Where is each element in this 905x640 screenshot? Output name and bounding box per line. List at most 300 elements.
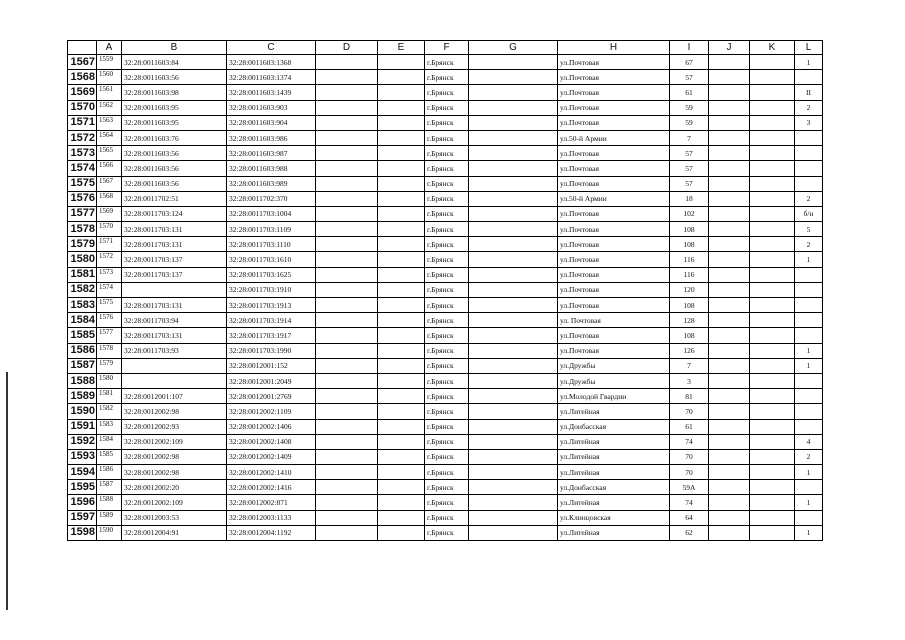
cell-g[interactable]	[469, 495, 558, 510]
cell-g[interactable]	[469, 389, 558, 404]
row-number[interactable]: 1576	[68, 191, 97, 206]
cell-j[interactable]	[709, 343, 750, 358]
cell-c[interactable]: 32:28:0011703:1109	[227, 222, 316, 237]
cell-b[interactable]: 32:28:0011703:94	[122, 313, 227, 328]
cell-i[interactable]: 59	[670, 100, 709, 115]
cell-i[interactable]: 59А	[670, 480, 709, 495]
cell-l[interactable]: 2	[795, 191, 823, 206]
row-number[interactable]: 1579	[68, 237, 97, 252]
row-number[interactable]: 1595	[68, 480, 97, 495]
cell-h[interactable]: ул.50-й Армии	[558, 191, 670, 206]
cell-k[interactable]	[750, 206, 795, 221]
cell-g[interactable]	[469, 252, 558, 267]
cell-f[interactable]: г.Брянск	[425, 480, 469, 495]
cell-g[interactable]	[469, 146, 558, 161]
corner-header[interactable]	[68, 41, 97, 55]
cell-h[interactable]: ул.Донбасская	[558, 480, 670, 495]
cell-f[interactable]: г.Брянск	[425, 267, 469, 282]
cell-g[interactable]	[469, 465, 558, 480]
cell-h[interactable]: ул.Почтовая	[558, 176, 670, 191]
cell-b[interactable]: 32:28:0012004:91	[122, 525, 227, 540]
cell-g[interactable]	[469, 480, 558, 495]
cell-f[interactable]: г.Брянск	[425, 282, 469, 297]
cell-i[interactable]: 126	[670, 343, 709, 358]
cell-d[interactable]	[316, 55, 378, 70]
cell-e[interactable]	[378, 100, 425, 115]
cell-f[interactable]: г.Брянск	[425, 373, 469, 388]
cell-j[interactable]	[709, 298, 750, 313]
cell-i[interactable]: 70	[670, 465, 709, 480]
cell-l[interactable]	[795, 70, 823, 85]
cell-c[interactable]: 32:28:0011603:987	[227, 146, 316, 161]
cell-c[interactable]: 32:28:0011603:904	[227, 115, 316, 130]
cell-i[interactable]: 108	[670, 237, 709, 252]
cell-l[interactable]: б/н	[795, 206, 823, 221]
cell-e[interactable]	[378, 313, 425, 328]
row-number[interactable]: 1581	[68, 267, 97, 282]
cell-j[interactable]	[709, 146, 750, 161]
cell-l[interactable]	[795, 480, 823, 495]
cell-k[interactable]	[750, 176, 795, 191]
cell-h[interactable]: ул.Почтовая	[558, 206, 670, 221]
cell-c[interactable]: 32:28:0012001:152	[227, 358, 316, 373]
cell-f[interactable]: г.Брянск	[425, 465, 469, 480]
cell-c[interactable]: 32:28:0012004:1192	[227, 525, 316, 540]
cell-e[interactable]	[378, 328, 425, 343]
cell-c[interactable]: 32:28:0011703:1917	[227, 328, 316, 343]
cell-l[interactable]	[795, 328, 823, 343]
cell-e[interactable]	[378, 206, 425, 221]
cell-c[interactable]: 32:28:0011703:1004	[227, 206, 316, 221]
cell-l[interactable]: II	[795, 85, 823, 100]
cell-e[interactable]	[378, 449, 425, 464]
cell-f[interactable]: г.Брянск	[425, 70, 469, 85]
cell-g[interactable]	[469, 85, 558, 100]
cell-j[interactable]	[709, 130, 750, 145]
cell-d[interactable]	[316, 252, 378, 267]
cell-j[interactable]	[709, 237, 750, 252]
cell-h[interactable]: ул.Почтовая	[558, 298, 670, 313]
row-number[interactable]: 1569	[68, 85, 97, 100]
cell-c[interactable]: 32:28:0011603:1439	[227, 85, 316, 100]
cell-c[interactable]: 32:28:0012002:1410	[227, 465, 316, 480]
cell-b[interactable]: 32:28:0011603:56	[122, 161, 227, 176]
cell-d[interactable]	[316, 282, 378, 297]
cell-j[interactable]	[709, 404, 750, 419]
cell-f[interactable]: г.Брянск	[425, 419, 469, 434]
cell-f[interactable]: г.Брянск	[425, 313, 469, 328]
cell-l[interactable]: 1	[795, 252, 823, 267]
cell-k[interactable]	[750, 252, 795, 267]
cell-l[interactable]	[795, 510, 823, 525]
cell-l[interactable]	[795, 313, 823, 328]
cell-a[interactable]: 1567	[97, 176, 122, 191]
cell-k[interactable]	[750, 222, 795, 237]
cell-l[interactable]: 1	[795, 495, 823, 510]
row-number[interactable]: 1598	[68, 525, 97, 540]
cell-g[interactable]	[469, 404, 558, 419]
row-number[interactable]: 1578	[68, 222, 97, 237]
cell-a[interactable]: 1568	[97, 191, 122, 206]
cell-g[interactable]	[469, 206, 558, 221]
cell-f[interactable]: г.Брянск	[425, 389, 469, 404]
cell-b[interactable]: 32:28:0011603:95	[122, 115, 227, 130]
cell-f[interactable]: г.Брянск	[425, 434, 469, 449]
cell-h[interactable]: ул.Дружбы	[558, 358, 670, 373]
cell-g[interactable]	[469, 328, 558, 343]
cell-h[interactable]: ул.Почтовая	[558, 282, 670, 297]
cell-l[interactable]: 4	[795, 434, 823, 449]
cell-b[interactable]: 32:28:0011703:124	[122, 206, 227, 221]
column-header-k[interactable]: K	[750, 41, 795, 55]
cell-h[interactable]: ул.Литейная	[558, 449, 670, 464]
cell-b[interactable]: 32:28:0012002:109	[122, 495, 227, 510]
row-number[interactable]: 1582	[68, 282, 97, 297]
cell-d[interactable]	[316, 298, 378, 313]
column-header-j[interactable]: J	[709, 41, 750, 55]
cell-i[interactable]: 120	[670, 282, 709, 297]
cell-g[interactable]	[469, 176, 558, 191]
row-number[interactable]: 1580	[68, 252, 97, 267]
cell-j[interactable]	[709, 328, 750, 343]
cell-k[interactable]	[750, 495, 795, 510]
cell-d[interactable]	[316, 449, 378, 464]
cell-c[interactable]: 32:28:0012002:1109	[227, 404, 316, 419]
column-header-g[interactable]: G	[469, 41, 558, 55]
cell-i[interactable]: 57	[670, 146, 709, 161]
cell-g[interactable]	[469, 70, 558, 85]
cell-h[interactable]: ул.Литейная	[558, 525, 670, 540]
cell-b[interactable]: 32:28:0011603:95	[122, 100, 227, 115]
cell-f[interactable]: г.Брянск	[425, 146, 469, 161]
cell-c[interactable]: 32:28:0011603:988	[227, 161, 316, 176]
cell-j[interactable]	[709, 252, 750, 267]
cell-f[interactable]: г.Брянск	[425, 358, 469, 373]
cell-a[interactable]: 1572	[97, 252, 122, 267]
column-header-h[interactable]: H	[558, 41, 670, 55]
cell-j[interactable]	[709, 191, 750, 206]
cell-g[interactable]	[469, 191, 558, 206]
cell-e[interactable]	[378, 70, 425, 85]
cell-l[interactable]	[795, 267, 823, 282]
cell-b[interactable]: 32:28:0011703:131	[122, 298, 227, 313]
cell-l[interactable]: 2	[795, 449, 823, 464]
cell-g[interactable]	[469, 510, 558, 525]
cell-l[interactable]	[795, 130, 823, 145]
cell-b[interactable]: 32:28:0011703:137	[122, 267, 227, 282]
cell-k[interactable]	[750, 161, 795, 176]
row-number[interactable]: 1574	[68, 161, 97, 176]
cell-b[interactable]	[122, 373, 227, 388]
cell-e[interactable]	[378, 495, 425, 510]
row-number[interactable]: 1575	[68, 176, 97, 191]
cell-c[interactable]: 32:28:0012001:2049	[227, 373, 316, 388]
cell-k[interactable]	[750, 298, 795, 313]
cell-i[interactable]: 70	[670, 449, 709, 464]
cell-d[interactable]	[316, 115, 378, 130]
cell-g[interactable]	[469, 55, 558, 70]
row-number[interactable]: 1587	[68, 358, 97, 373]
cell-e[interactable]	[378, 267, 425, 282]
cell-j[interactable]	[709, 85, 750, 100]
cell-f[interactable]: г.Брянск	[425, 525, 469, 540]
cell-b[interactable]: 32:28:0011603:56	[122, 70, 227, 85]
cell-h[interactable]: ул.Почтовая	[558, 146, 670, 161]
cell-a[interactable]: 1574	[97, 282, 122, 297]
cell-e[interactable]	[378, 237, 425, 252]
cell-k[interactable]	[750, 434, 795, 449]
cell-l[interactable]	[795, 282, 823, 297]
cell-d[interactable]	[316, 419, 378, 434]
cell-e[interactable]	[378, 298, 425, 313]
cell-k[interactable]	[750, 480, 795, 495]
cell-f[interactable]: г.Брянск	[425, 404, 469, 419]
cell-h[interactable]: ул.Почтовая	[558, 85, 670, 100]
cell-f[interactable]: г.Брянск	[425, 510, 469, 525]
cell-a[interactable]: 1564	[97, 130, 122, 145]
cell-k[interactable]	[750, 373, 795, 388]
cell-d[interactable]	[316, 161, 378, 176]
cell-b[interactable]: 32:28:0011703:93	[122, 343, 227, 358]
cell-c[interactable]: 32:28:0011702:370	[227, 191, 316, 206]
cell-k[interactable]	[750, 465, 795, 480]
cell-g[interactable]	[469, 343, 558, 358]
row-number[interactable]: 1590	[68, 404, 97, 419]
cell-l[interactable]: 1	[795, 465, 823, 480]
cell-c[interactable]: 32:28:0011603:1368	[227, 55, 316, 70]
cell-j[interactable]	[709, 282, 750, 297]
row-number[interactable]: 1597	[68, 510, 97, 525]
cell-d[interactable]	[316, 130, 378, 145]
cell-l[interactable]	[795, 161, 823, 176]
cell-k[interactable]	[750, 510, 795, 525]
cell-l[interactable]: 2	[795, 100, 823, 115]
cell-k[interactable]	[750, 115, 795, 130]
cell-a[interactable]: 1560	[97, 70, 122, 85]
cell-k[interactable]	[750, 282, 795, 297]
cell-h[interactable]: ул.Почтовая	[558, 328, 670, 343]
row-number[interactable]: 1584	[68, 313, 97, 328]
cell-i[interactable]: 59	[670, 115, 709, 130]
cell-h[interactable]: ул.Почтовая	[558, 70, 670, 85]
cell-f[interactable]: г.Брянск	[425, 237, 469, 252]
cell-a[interactable]: 1581	[97, 389, 122, 404]
column-header-l[interactable]: L	[795, 41, 823, 55]
cell-j[interactable]	[709, 313, 750, 328]
row-number[interactable]: 1583	[68, 298, 97, 313]
cell-e[interactable]	[378, 419, 425, 434]
cell-c[interactable]: 32:28:0011603:903	[227, 100, 316, 115]
cell-j[interactable]	[709, 267, 750, 282]
row-number[interactable]: 1572	[68, 130, 97, 145]
cell-j[interactable]	[709, 358, 750, 373]
row-number[interactable]: 1573	[68, 146, 97, 161]
cell-l[interactable]: 2	[795, 237, 823, 252]
cell-j[interactable]	[709, 373, 750, 388]
cell-g[interactable]	[469, 449, 558, 464]
cell-i[interactable]: 7	[670, 130, 709, 145]
row-number[interactable]: 1596	[68, 495, 97, 510]
cell-f[interactable]: г.Брянск	[425, 495, 469, 510]
cell-a[interactable]: 1585	[97, 449, 122, 464]
cell-g[interactable]	[469, 434, 558, 449]
cell-f[interactable]: г.Брянск	[425, 176, 469, 191]
cell-l[interactable]	[795, 404, 823, 419]
cell-a[interactable]: 1565	[97, 146, 122, 161]
column-header-a[interactable]: A	[97, 41, 122, 55]
cell-j[interactable]	[709, 100, 750, 115]
cell-e[interactable]	[378, 525, 425, 540]
cell-g[interactable]	[469, 419, 558, 434]
cell-d[interactable]	[316, 206, 378, 221]
cell-j[interactable]	[709, 419, 750, 434]
row-number[interactable]: 1589	[68, 389, 97, 404]
cell-l[interactable]	[795, 146, 823, 161]
cell-k[interactable]	[750, 404, 795, 419]
cell-g[interactable]	[469, 373, 558, 388]
cell-f[interactable]: г.Брянск	[425, 449, 469, 464]
cell-h[interactable]: ул.Литейная	[558, 434, 670, 449]
cell-j[interactable]	[709, 222, 750, 237]
cell-a[interactable]: 1562	[97, 100, 122, 115]
row-number[interactable]: 1591	[68, 419, 97, 434]
cell-l[interactable]: 5	[795, 222, 823, 237]
row-number[interactable]: 1570	[68, 100, 97, 115]
cell-c[interactable]: 32:28:0011603:989	[227, 176, 316, 191]
cell-h[interactable]: ул.Почтовая	[558, 252, 670, 267]
row-number[interactable]: 1586	[68, 343, 97, 358]
cell-k[interactable]	[750, 100, 795, 115]
cell-e[interactable]	[378, 252, 425, 267]
cell-h[interactable]: ул.Почтовая	[558, 100, 670, 115]
cell-a[interactable]: 1573	[97, 267, 122, 282]
cell-k[interactable]	[750, 449, 795, 464]
cell-k[interactable]	[750, 237, 795, 252]
cell-k[interactable]	[750, 358, 795, 373]
cell-d[interactable]	[316, 313, 378, 328]
cell-a[interactable]: 1588	[97, 495, 122, 510]
row-number[interactable]: 1577	[68, 206, 97, 221]
cell-k[interactable]	[750, 267, 795, 282]
cell-f[interactable]: г.Брянск	[425, 343, 469, 358]
cell-a[interactable]: 1583	[97, 419, 122, 434]
cell-k[interactable]	[750, 525, 795, 540]
cell-b[interactable]: 32:28:0011603:76	[122, 130, 227, 145]
cell-j[interactable]	[709, 510, 750, 525]
cell-f[interactable]: г.Брянск	[425, 130, 469, 145]
cell-b[interactable]: 32:28:0012002:98	[122, 465, 227, 480]
cell-f[interactable]: г.Брянск	[425, 328, 469, 343]
cell-g[interactable]	[469, 267, 558, 282]
cell-a[interactable]: 1563	[97, 115, 122, 130]
cell-b[interactable]: 32:28:0012002:109	[122, 434, 227, 449]
cell-l[interactable]: 3	[795, 115, 823, 130]
cell-d[interactable]	[316, 100, 378, 115]
cell-i[interactable]: 3	[670, 373, 709, 388]
cell-i[interactable]: 62	[670, 525, 709, 540]
cell-a[interactable]: 1582	[97, 404, 122, 419]
cell-g[interactable]	[469, 100, 558, 115]
cell-c[interactable]: 32:28:0012002:1416	[227, 480, 316, 495]
cell-l[interactable]	[795, 419, 823, 434]
cell-e[interactable]	[378, 389, 425, 404]
row-number[interactable]: 1567	[68, 55, 97, 70]
cell-c[interactable]: 32:28:0012003:1133	[227, 510, 316, 525]
cell-c[interactable]: 32:28:0011703:1910	[227, 282, 316, 297]
cell-e[interactable]	[378, 434, 425, 449]
cell-i[interactable]: 61	[670, 419, 709, 434]
cell-d[interactable]	[316, 222, 378, 237]
cell-i[interactable]: 116	[670, 267, 709, 282]
cell-j[interactable]	[709, 389, 750, 404]
cell-l[interactable]	[795, 176, 823, 191]
cell-h[interactable]: ул.Почтовая	[558, 222, 670, 237]
cell-i[interactable]: 70	[670, 404, 709, 419]
cell-d[interactable]	[316, 373, 378, 388]
cell-k[interactable]	[750, 85, 795, 100]
cell-e[interactable]	[378, 146, 425, 161]
cell-d[interactable]	[316, 465, 378, 480]
column-header-f[interactable]: F	[425, 41, 469, 55]
cell-h[interactable]: ул.Почтовая	[558, 237, 670, 252]
cell-l[interactable]	[795, 389, 823, 404]
column-header-e[interactable]: E	[378, 41, 425, 55]
cell-e[interactable]	[378, 191, 425, 206]
cell-i[interactable]: 57	[670, 176, 709, 191]
row-number[interactable]: 1585	[68, 328, 97, 343]
cell-k[interactable]	[750, 55, 795, 70]
cell-k[interactable]	[750, 419, 795, 434]
cell-a[interactable]: 1590	[97, 525, 122, 540]
cell-k[interactable]	[750, 343, 795, 358]
cell-f[interactable]: г.Брянск	[425, 298, 469, 313]
cell-f[interactable]: г.Брянск	[425, 55, 469, 70]
cell-d[interactable]	[316, 389, 378, 404]
cell-b[interactable]: 32:28:0011603:84	[122, 55, 227, 70]
cell-a[interactable]: 1561	[97, 85, 122, 100]
cell-c[interactable]: 32:28:0012002:871	[227, 495, 316, 510]
cell-f[interactable]: г.Брянск	[425, 100, 469, 115]
cell-a[interactable]: 1577	[97, 328, 122, 343]
cell-j[interactable]	[709, 55, 750, 70]
cell-h[interactable]: ул.Дружбы	[558, 373, 670, 388]
cell-i[interactable]: 102	[670, 206, 709, 221]
cell-j[interactable]	[709, 70, 750, 85]
cell-a[interactable]: 1580	[97, 373, 122, 388]
cell-f[interactable]: г.Брянск	[425, 115, 469, 130]
row-number[interactable]: 1571	[68, 115, 97, 130]
cell-d[interactable]	[316, 176, 378, 191]
cell-g[interactable]	[469, 282, 558, 297]
cell-a[interactable]: 1578	[97, 343, 122, 358]
cell-h[interactable]: ул.Литейная	[558, 465, 670, 480]
cell-l[interactable]: 1	[795, 55, 823, 70]
cell-l[interactable]	[795, 373, 823, 388]
cell-k[interactable]	[750, 146, 795, 161]
cell-f[interactable]: г.Брянск	[425, 191, 469, 206]
cell-b[interactable]: 32:28:0011702:51	[122, 191, 227, 206]
cell-j[interactable]	[709, 465, 750, 480]
cell-k[interactable]	[750, 328, 795, 343]
cell-h[interactable]: ул.Литейная	[558, 495, 670, 510]
cell-d[interactable]	[316, 358, 378, 373]
cell-i[interactable]: 108	[670, 222, 709, 237]
cell-d[interactable]	[316, 70, 378, 85]
cell-f[interactable]: г.Брянск	[425, 252, 469, 267]
cell-d[interactable]	[316, 343, 378, 358]
cell-h[interactable]: ул.Почтовая	[558, 115, 670, 130]
cell-c[interactable]: 32:28:0012002:1406	[227, 419, 316, 434]
